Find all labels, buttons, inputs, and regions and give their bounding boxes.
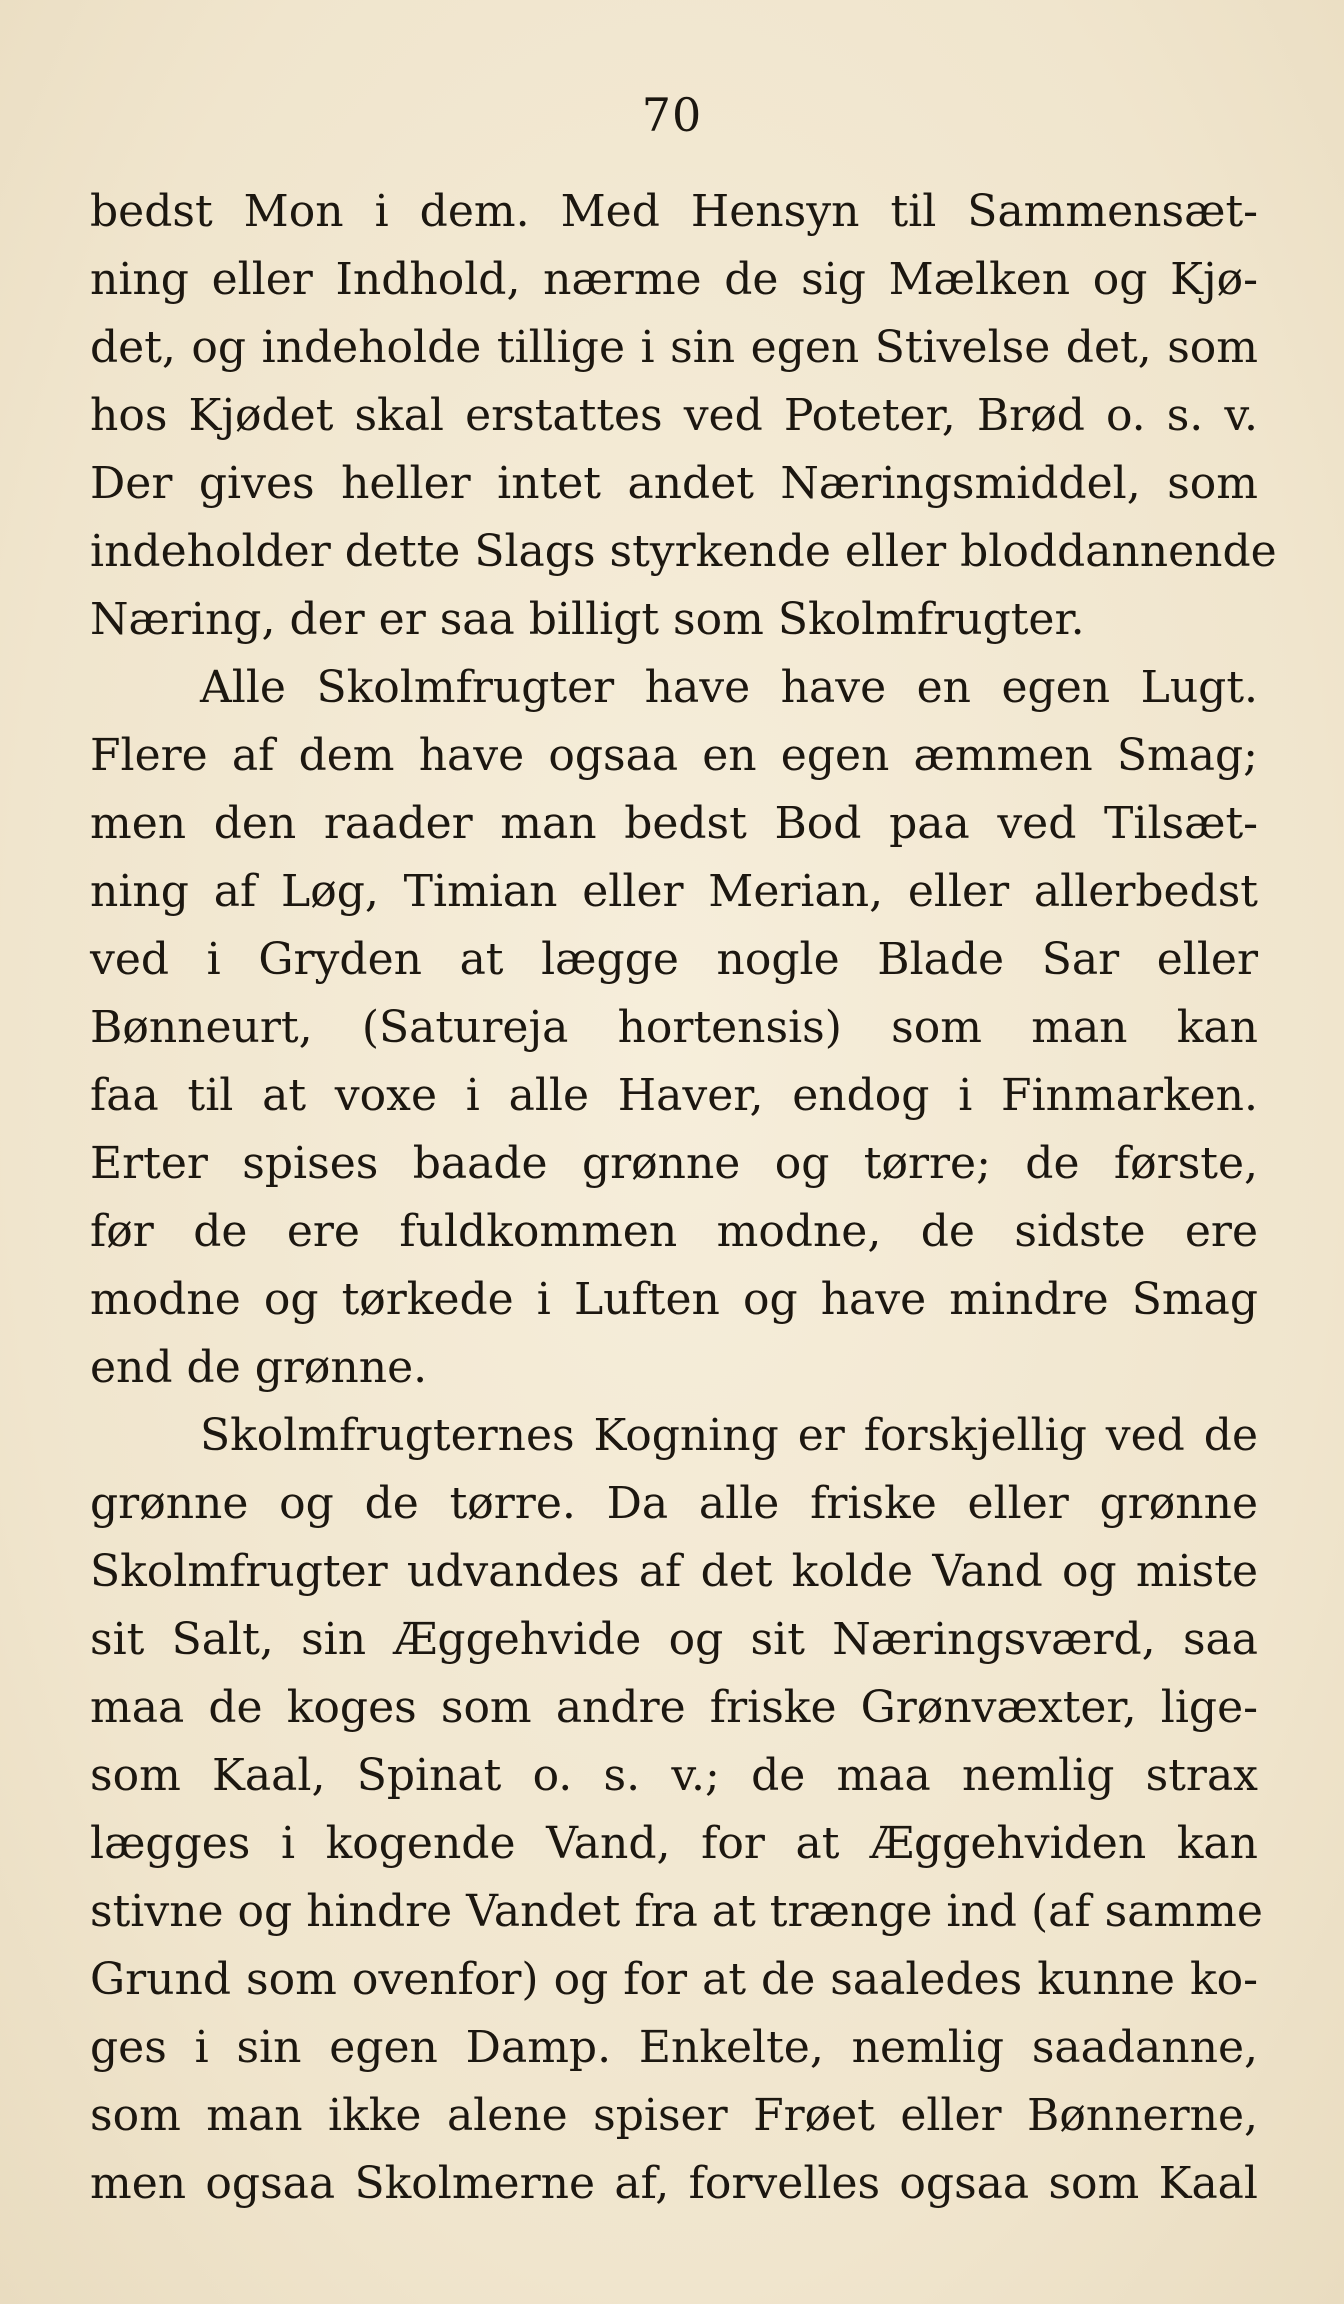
text-line: Skolmfrugter udvandes af det kolde Vand og miste (90, 1546, 1258, 1597)
text-line: før de ere fuldkommen modne, de sidste ere (90, 1206, 1258, 1257)
text-line: Flere af dem have ogsaa en egen æmmen Smag; (90, 730, 1258, 781)
text-line: Næring, der er saa billigt som Skolmfrugter. (90, 594, 1085, 645)
text-line: Der gives heller intet andet Næringsmiddel, som (90, 458, 1258, 509)
text-line: men ogsaa Skolmerne af, forvelles ogsaa som Kaal (90, 2158, 1258, 2209)
text-line: Bønneurt, (Satureja hortensis) som man kan (90, 1002, 1258, 1053)
text-line: end de grønne. (90, 1342, 428, 1393)
text-line: ning eller Indhold, nærme de sig Mælken og Kjø- (90, 254, 1258, 305)
text-line: bedst Mon i dem. Med Hensyn til Sammensæt- (90, 186, 1258, 237)
text-line: som Kaal, Spinat o. s. v.; de maa nemlig strax (90, 1750, 1258, 1801)
text-line: Skolmfrugternes Kogning er forskjellig ved de (200, 1410, 1258, 1461)
text-line: som man ikke alene spiser Frøet eller Bønnerne, (90, 2090, 1258, 2141)
text-line: grønne og de tørre. Da alle friske eller grønne (90, 1478, 1258, 1529)
text-line: det, og indeholde tillige i sin egen Stivelse det, som (90, 322, 1258, 373)
text-line: ved i Gryden at lægge nogle Blade Sar eller (90, 934, 1258, 985)
text-line: modne og tørkede i Luften og have mindre Smag (90, 1274, 1258, 1325)
text-line: sit Salt, sin Æggehvide og sit Næringsværd, saa (90, 1614, 1258, 1665)
text-line: indeholder dette Slags styrkende eller bloddannende (90, 526, 1277, 577)
text-line: men den raader man bedst Bod paa ved Tilsæt- (90, 798, 1258, 849)
page-number: 70 (641, 88, 703, 142)
body-text (90, 178, 1277, 2218)
text-line: stivne og hindre Vandet fra at trænge ind (af samme (90, 1886, 1263, 1937)
text-line: ning af Løg, Timian eller Merian, eller allerbedst (90, 866, 1258, 917)
text-line: Grund som ovenfor) og for at de saaledes kunne ko- (90, 1954, 1258, 2005)
text-line: Erter spises baade grønne og tørre; de første, (90, 1138, 1258, 1189)
text-line: hos Kjødet skal erstattes ved Poteter, Brød o. s. v. (90, 390, 1258, 441)
text-line: faa til at voxe i alle Haver, endog i Finmarken. (90, 1070, 1258, 1121)
text-line: ges i sin egen Damp. Enkelte, nemlig saadanne, (90, 2022, 1258, 2073)
text-line: Alle Skolmfrugter have have en egen Lugt. (200, 662, 1258, 713)
text-line: lægges i kogende Vand, for at Æggehviden kan (90, 1818, 1258, 1869)
text-line: maa de koges som andre friske Grønvæxter, lige- (90, 1682, 1258, 1733)
